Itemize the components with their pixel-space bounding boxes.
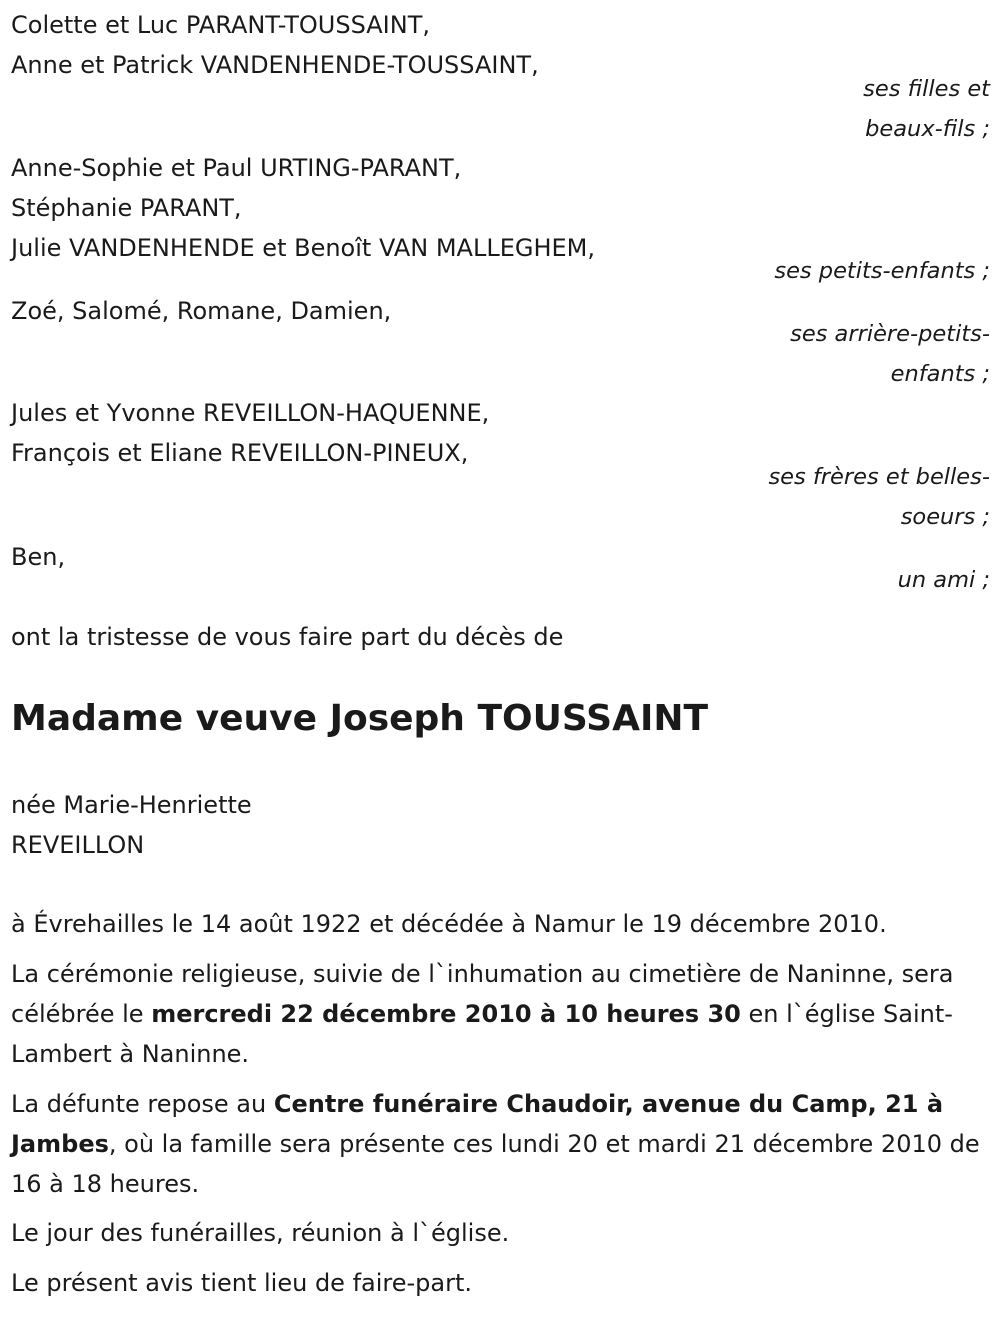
- deceased-name: Madame veuve Joseph TOUSSAINT: [11, 698, 709, 739]
- ceremony-date: mercredi 22 décembre 2010 à 10 heures 30: [151, 1000, 741, 1028]
- siblings-role-line-2: soeurs ;: [900, 504, 990, 530]
- friend-role: un ami ;: [897, 567, 990, 593]
- notice-paragraph: Le présent avis tient lieu de faire-part.: [11, 1269, 473, 1297]
- announcement-text: ont la tristesse de vous faire part du décès de: [11, 623, 564, 651]
- ceremony-text-start: La cérémonie religieuse, suivie de l`inhumation au cimetière de Naninne, sera célébrée le: [11, 960, 954, 1028]
- grandchild-line-3: Julie VANDENHENDE et Benoît VAN MALLEGHEM,: [11, 234, 596, 262]
- grandchild-line-2: Stéphanie PARANT,: [11, 194, 242, 222]
- funeral-day-paragraph: Le jour des funérailles, réunion à l`église.: [11, 1219, 510, 1247]
- grandchild-line-1: Anne-Sophie et Paul URTING-PARANT,: [11, 154, 462, 182]
- grandchildren-role: ses petits-enfants ;: [774, 258, 990, 284]
- friend-line: Ben,: [11, 543, 66, 571]
- sibling-line-1: Jules et Yvonne REVEILLON-HAQUENNE,: [11, 399, 490, 427]
- daughters-role-line-1: ses filles et: [863, 76, 990, 102]
- ceremony-paragraph: [11, 954, 991, 1074]
- birth-name-line-1: née Marie-Henriette: [11, 791, 252, 819]
- daughter-line-2: Anne et Patrick VANDENHENDE-TOUSSAINT,: [11, 51, 539, 79]
- sibling-line-2: François et Eliane REVEILLON-PINEUX,: [11, 439, 469, 467]
- repose-text-start: La défunte repose au: [11, 1090, 274, 1118]
- repose-text-end: , où la famille sera présente ces lundi 20 et mardi 21 décembre 2010 de 16 à 18 heures.: [11, 1130, 980, 1198]
- birth-name-line-2: REVEILLON: [11, 831, 145, 859]
- siblings-role-line-1: ses frères et belles-: [768, 464, 990, 490]
- daughter-line-1: Colette et Luc PARANT-TOUSSAINT,: [11, 11, 430, 39]
- great-grandchildren-line: Zoé, Salomé, Romane, Damien,: [11, 297, 392, 325]
- daughters-role-line-2: beaux-fils ;: [865, 116, 990, 142]
- great-grandchildren-role-line-2: enfants ;: [890, 361, 990, 387]
- repose-place: Centre funéraire Chaudoir, avenue du Camp, 21 à Jambes: [11, 1090, 944, 1158]
- repose-paragraph: [11, 1084, 991, 1204]
- ceremony-text-end: en l`église Saint-Lambert à Naninne.: [11, 1000, 953, 1068]
- birth-death-paragraph: à Évrehailles le 14 août 1922 et décédée à Namur le 19 décembre 2010.: [11, 910, 887, 938]
- great-grandchildren-role-line-1: ses arrière-petits-: [790, 321, 990, 347]
